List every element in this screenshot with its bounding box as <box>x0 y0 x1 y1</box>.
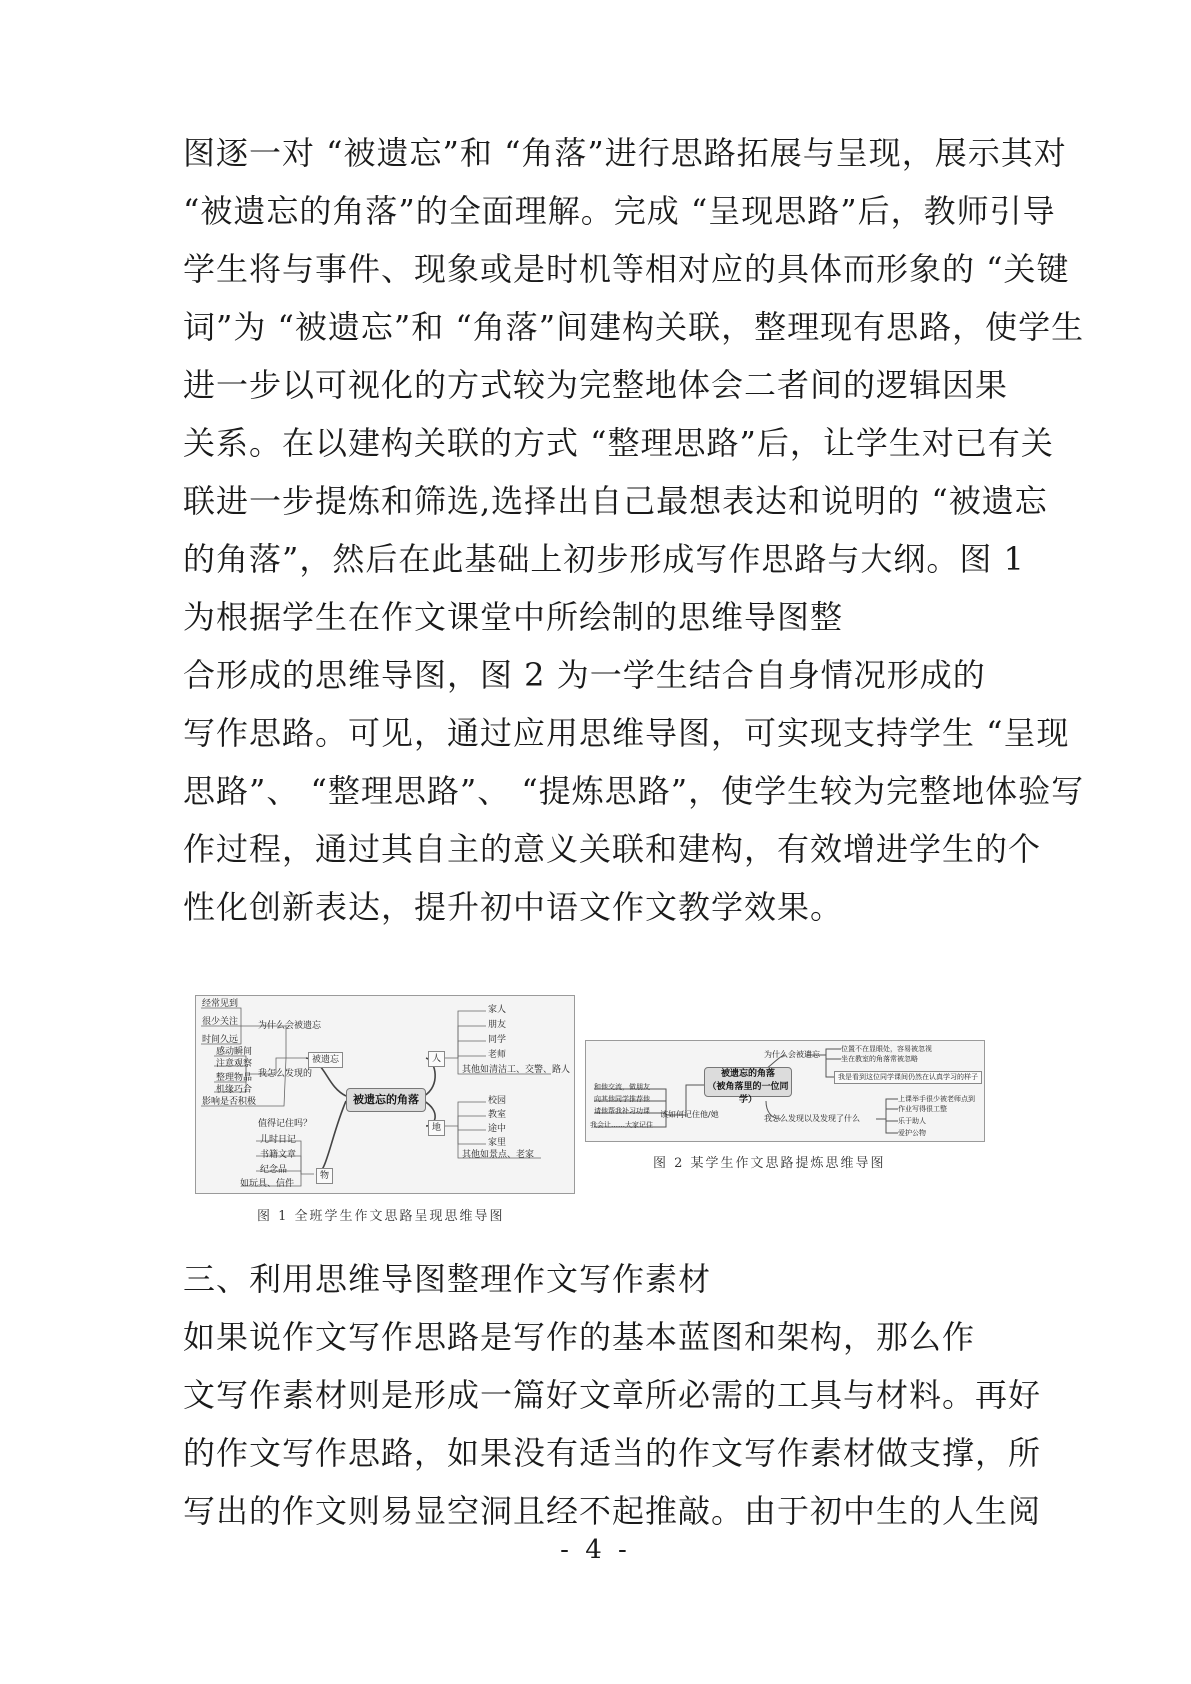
mindmap-1-question: 值得记住吗？ <box>258 1119 313 1129</box>
mindmap-2-item: 请他帮我补习功课 <box>594 1107 650 1115</box>
mindmap-2-question: 我怎么发现以及发现了什么 <box>764 1114 860 1123</box>
figure-1-caption: 图 1 全班学生作文思路呈现思维导图 <box>257 1209 505 1224</box>
mindmap-2-center-line2: （被角落里的一位同学） <box>707 1082 789 1105</box>
mindmap-1-item: 其他如清洁工、交警、路人 <box>462 1065 571 1075</box>
mindmap-1-item: 书籍文章 <box>260 1150 297 1160</box>
mindmap-2-question: 为什么会被遗忘 <box>764 1050 820 1059</box>
mindmap-1-item: 教室 <box>488 1110 507 1120</box>
text-line: 为根据学生在作文课堂中所绘制的思维导图整 <box>183 598 844 636</box>
mindmap-1-item: 老师 <box>488 1050 507 1060</box>
mindmap-2-item: 位置不在显眼处，容易被忽视 <box>841 1045 932 1053</box>
mindmap-1-question: 我怎么发现的 <box>258 1069 313 1079</box>
mindmap-2-item: 乐于助人 <box>898 1117 926 1125</box>
mindmap-2-item: 我会让……大家记住 <box>590 1121 653 1129</box>
text-line: 作过程，通过其自主的意义关联和建构，有效增进学生的个 <box>183 830 1042 868</box>
text-line: 写作思路。可见，通过应用思维导图，可实现支持学生 “呈现 <box>183 714 1070 752</box>
text-line: 的作文写作思路，如果没有适当的作文写作素材做支撑，所 <box>183 1434 1042 1472</box>
mindmap-2-item: 上课举手很少被老师点到 <box>898 1095 975 1103</box>
mindmap-1-item: 校园 <box>488 1096 507 1106</box>
mindmap-1-item: 同学 <box>488 1035 507 1045</box>
mindmap-2-item: 爱护公物 <box>898 1129 926 1137</box>
text-line: 词”为 “被遗忘”和 “角落”间建构关联，整理现有思路，使学生 <box>183 308 1085 346</box>
mindmap-1-branch-place: 地 <box>428 1120 445 1136</box>
mindmap-1-item: 儿时日记 <box>260 1135 297 1145</box>
mindmap-1-item: 时间久远 <box>202 1035 239 1045</box>
mindmap-1-item: 机缘巧合 <box>216 1085 253 1095</box>
mindmap-2 <box>585 1040 985 1142</box>
mindmap-1-item: 其他如景点、老家 <box>462 1150 535 1160</box>
text-line: “被遗忘的角落”的全面理解。完成 “呈现思路”后，教师引导 <box>183 192 1056 230</box>
mindmap-2-center <box>704 1067 792 1105</box>
figure-2 <box>585 1040 985 1175</box>
mindmap-1-question: 为什么会被遗忘 <box>258 1021 322 1031</box>
mindmap-1-item: 影响是否积极 <box>202 1097 257 1107</box>
mindmap-1-item: 家人 <box>488 1005 507 1015</box>
figure-1 <box>195 995 575 1225</box>
mindmap-1-center: 被遗忘的角落 <box>346 1088 426 1112</box>
mindmap-1-branch-thing: 物 <box>316 1168 333 1184</box>
mindmap-1-item: 如玩具、信件 <box>240 1179 295 1189</box>
text-line: 图逐一对 “被遗忘”和 “角落”进行思路拓展与呈现，展示其对 <box>183 134 1067 172</box>
mindmap-2-item: 坐在教室的角落常被忽略 <box>841 1055 918 1063</box>
text-line: 联进一步提炼和筛选,选择出自己最想表达和说明的 “被遗忘 <box>183 482 1048 520</box>
mindmap-1-item: 家里 <box>488 1138 507 1148</box>
mindmap-1-item: 途中 <box>488 1124 507 1134</box>
mindmap-1-branch-people: 人 <box>428 1051 445 1067</box>
text-line: 性化创新表达，提升初中语文作文教学效果。 <box>183 888 844 926</box>
text-line: 的角落”，然后在此基础上初步形成写作思路与大纲。图 1 <box>183 540 1025 578</box>
mindmap-2-item: 我是看到这位同学课间仍然在认真学习的样子 <box>834 1071 982 1084</box>
mindmap-2-question: 该如何记住他/她 <box>660 1110 719 1119</box>
mindmap-1-item: 注意观察 <box>216 1059 253 1069</box>
mindmap-2-center-line1: 被遗忘的角落 <box>720 1069 775 1079</box>
mindmap-1-item: 感动瞬间 <box>216 1047 253 1057</box>
text-line: 如果说作文写作思路是写作的基本蓝图和架构，那么作 <box>183 1318 976 1356</box>
text-line: 文写作素材则是形成一篇好文章所必需的工具与材料。再好 <box>183 1376 1042 1414</box>
text-line: 写出的作文则易显空洞且经不起推敲。由于初中生的人生阅 <box>183 1492 1042 1530</box>
mindmap-1-item: 整理物品 <box>216 1073 253 1083</box>
figure-2-caption: 图 2 某学生作文思路提炼思维导图 <box>653 1156 886 1171</box>
mindmap-1-branch-forgotten: 被遗忘 <box>308 1052 343 1068</box>
mindmap-2-item: 和他交流，做朋友 <box>594 1083 650 1091</box>
text-line: 学生将与事件、现象或是时机等相对应的具体而形象的 “关键 <box>183 250 1070 288</box>
mindmap-1 <box>195 995 575 1194</box>
section-heading: 三、利用思维导图整理作文写作素材 <box>183 1260 712 1298</box>
mindmap-1-item: 经常见到 <box>202 999 239 1009</box>
mindmap-2-item: 作业写得很工整 <box>898 1105 947 1113</box>
text-line: 合形成的思维导图，图 2 为一学生结合自身情况形成的 <box>183 656 986 694</box>
mindmap-2-item: 向其他同学推荐他 <box>594 1095 650 1103</box>
text-line: 思路”、 “整理思路”、 “提炼思路”，使学生较为完整地体验写 <box>183 772 1085 810</box>
text-line: 进一步以可视化的方式较为完整地体会二者间的逻辑因果 <box>183 366 1009 404</box>
mindmap-1-item: 纪念品 <box>260 1165 288 1175</box>
page-number: - 4 - <box>560 1535 631 1565</box>
text-line: 关系。在以建构关联的方式 “整理思路”后，让学生对已有关 <box>183 424 1054 462</box>
mindmap-1-item: 很少关注 <box>202 1017 239 1027</box>
mindmap-1-item: 朋友 <box>488 1020 507 1030</box>
